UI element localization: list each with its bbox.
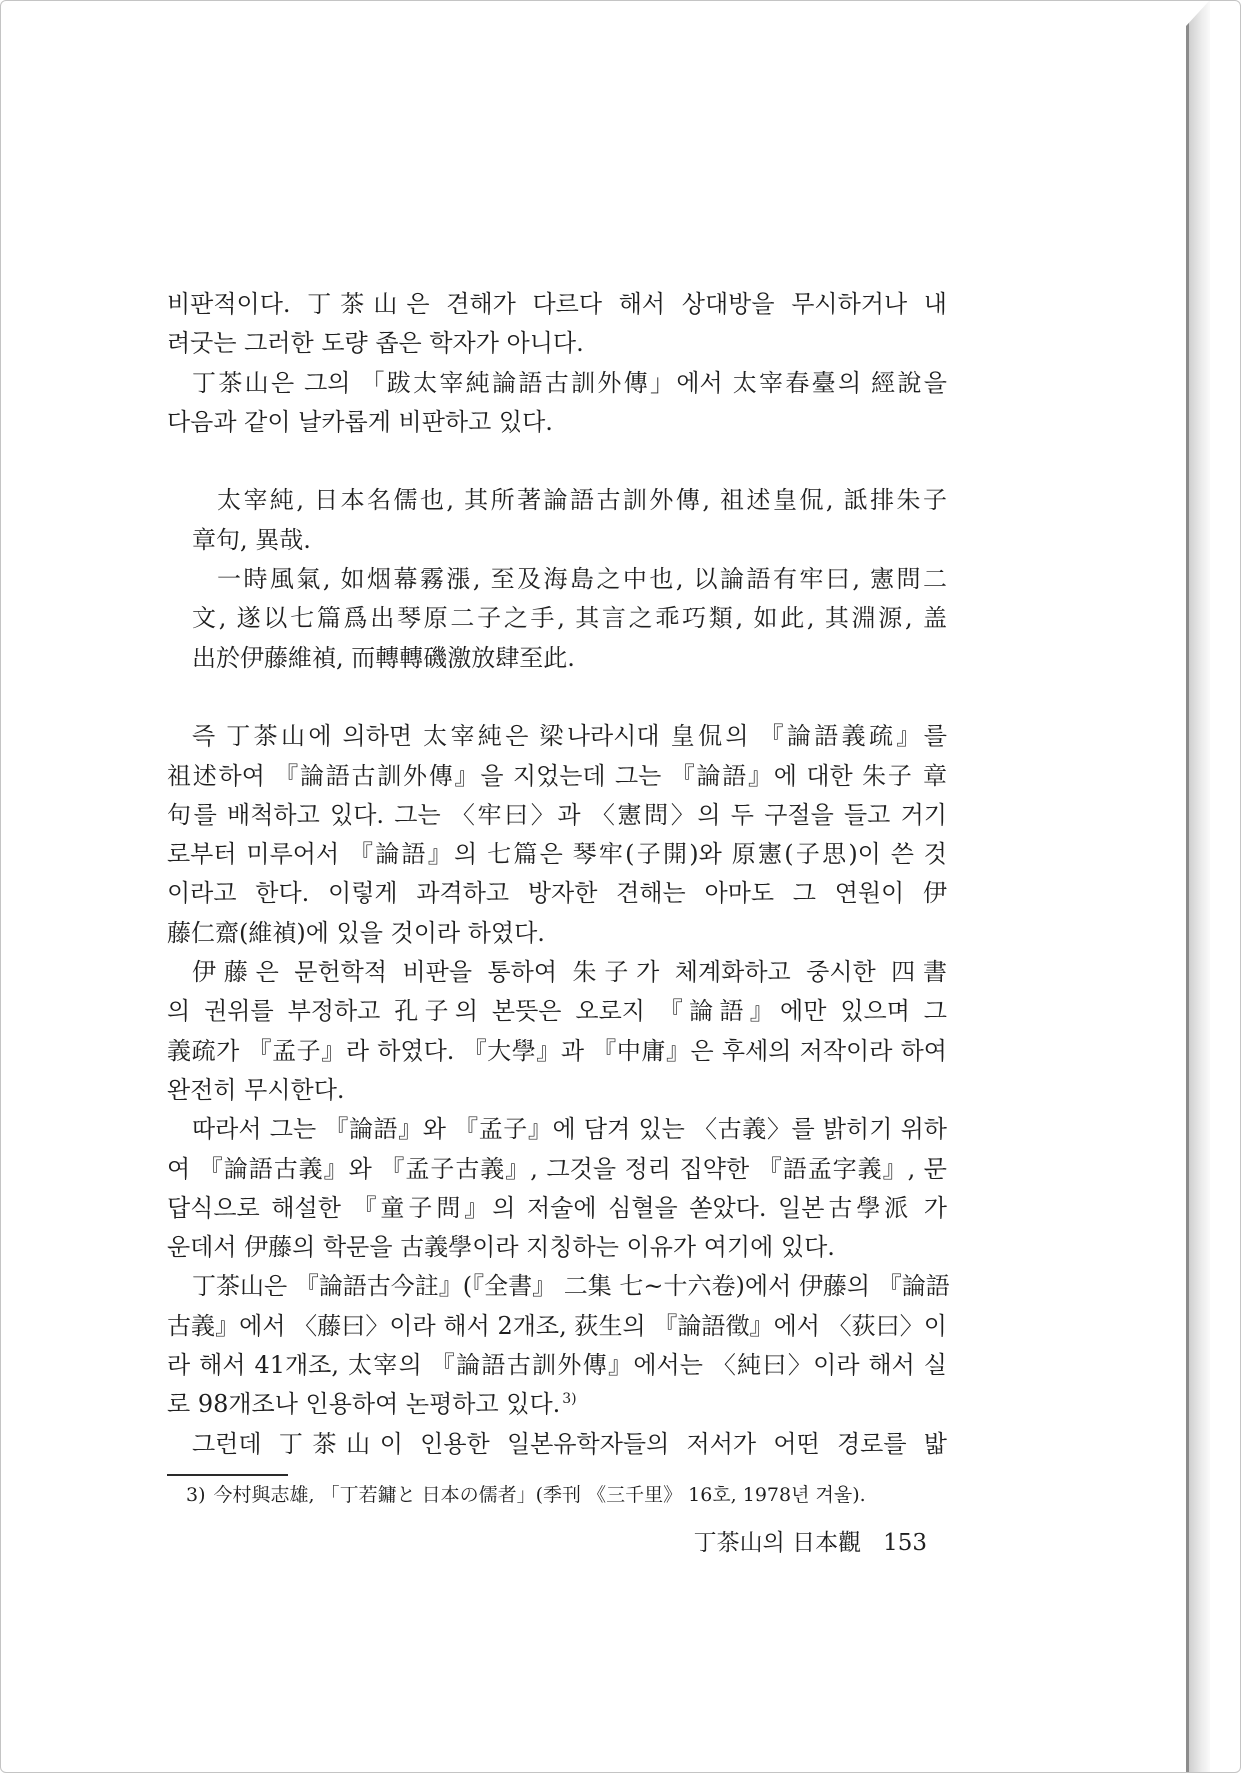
page-fold-corner	[1186, 0, 1210, 26]
block-quote	[167, 481, 947, 677]
text-line: 라 해서 41개조, 太宰의 『論語古訓外傳』에서는 〈純曰〉이라 해서 실	[167, 1351, 947, 1380]
text-line: 완전히 무시한다.	[167, 1075, 345, 1104]
page-number: 153	[883, 1530, 927, 1556]
running-head: 丁茶山의 日本觀	[693, 1530, 862, 1556]
text-line: 祖述하여 『論語古訓外傳』을 지었는데 그는 『論語』에 대한 朱子 章	[167, 761, 947, 790]
page-edge-shadow	[1189, 0, 1210, 1773]
text-line: 다음과 같이 날카롭게 비판하고 있다.	[167, 407, 553, 436]
text-line: 古義』에서 〈藤曰〉이라 해서 2개조, 荻生의 『論語徵』에서 〈荻曰〉이	[167, 1311, 947, 1340]
quote-line: 太宰純, 日本名儒也, 其所著論語古訓外傳, 祖述皇侃, 詆排朱子	[217, 486, 947, 515]
footnote-text: 今村與志雄, 「丁若鏞と 日本の儒者」(季刊 《三千里》 16호, 1978년 겨울).	[213, 1484, 866, 1506]
text-line: 려굿는 그러한 도량 좁은 학자가 아니다.	[167, 329, 584, 358]
text-line	[167, 1385, 947, 1424]
page-footer	[694, 1528, 927, 1558]
text-line: 따라서 그는 『論語』와 『孟子』에 담겨 있는 〈古義〉를 밝히기 위하	[192, 1115, 947, 1144]
text-line: 義疏가 『孟子』라 하였다. 『大學』과 『中庸』은 후세의 저작이라 하여	[167, 1036, 947, 1065]
footnote-rule	[167, 1474, 288, 1476]
text-line: 그런데 丁茶山이 인용한 일본유학자들의 저서가 어떤 경로를 밟	[192, 1429, 947, 1458]
text-line-content: 로 98개조나 인용하여 논평하고 있다.	[167, 1390, 561, 1419]
paragraph	[167, 285, 947, 364]
paragraph	[167, 717, 947, 953]
text-line: 답식으로 해설한 『童子問』의 저술에 심혈을 쏟았다. 일본古學派 가	[167, 1193, 947, 1222]
text-line: 비판적이다. 丁茶山은 견해가 다르다 해서 상대방을 무시하거나 내	[167, 290, 947, 318]
text-line: 운데서 伊藤의 학문을 古義學이라 지칭하는 이유가 여기에 있다.	[167, 1233, 835, 1262]
page-edge	[1186, 0, 1189, 1773]
text-line: 句를 배척하고 있다. 그는 〈牢曰〉과 〈憲問〉의 두 구절을 들고 거기	[167, 800, 947, 829]
text-line: 伊藤은 문헌학적 비판을 통하여 朱子가 체계화하고 중시한 四書	[192, 958, 947, 987]
footnote	[186, 1480, 866, 1510]
text-line: 로부터 미루어서 『論語』의 七篇은 琴牢(子開)와 原憲(子思)이 쓴 것	[167, 840, 947, 869]
quote-line: 文, 遂以七篇爲出琴原二子之手, 其言之乖巧類, 如此, 其淵源, 盖	[192, 604, 947, 633]
text-line: 藤仁齋(維禎)에 있을 것이라 하였다.	[167, 918, 545, 947]
paragraph	[167, 364, 947, 443]
text-line: 의 권위를 부정하고 孔子의 본뜻은 오로지 『論語』에만 있으며 그	[167, 997, 947, 1026]
text-line: 丁茶山은 『論語古今註』(『全書』 二集 七~十六卷)에서 伊藤의 『論語	[192, 1272, 950, 1301]
quote-line: 一時風氣, 如烟幕霧漲, 至及海島之中也, 以論語有牢曰, 憲問二	[217, 565, 947, 594]
text-line: 즉 丁茶山에 의하면 太宰純은 梁나라시대 皇侃의 『論語義疏』를	[192, 722, 947, 751]
paragraph	[167, 1110, 947, 1267]
paragraph	[167, 1425, 947, 1464]
quote-stanza	[192, 560, 947, 678]
text-line: 여 『論語古義』와 『孟子古義』, 그것을 정리 집약한 『語孟字義』, 문	[167, 1154, 947, 1183]
quote-line: 出於伊藤維禎, 而轉轉磯激放肆至此.	[192, 643, 575, 672]
text-line: 이라고 한다. 이렇게 과격하고 방자한 견해는 아마도 그 연원이 伊	[167, 879, 947, 908]
text-line: 丁茶山은 그의 「跋太宰純論語古訓外傳」에서 太宰春臺의 經說을	[192, 368, 947, 397]
paragraph	[167, 1267, 950, 1424]
paragraph	[167, 953, 947, 1110]
footnote-marker: 3)	[186, 1484, 206, 1506]
quote-line: 章句, 異哉.	[192, 525, 311, 554]
page-body	[167, 285, 950, 1464]
quote-stanza	[192, 481, 947, 560]
footnote-reference: 3)	[562, 1391, 577, 1408]
